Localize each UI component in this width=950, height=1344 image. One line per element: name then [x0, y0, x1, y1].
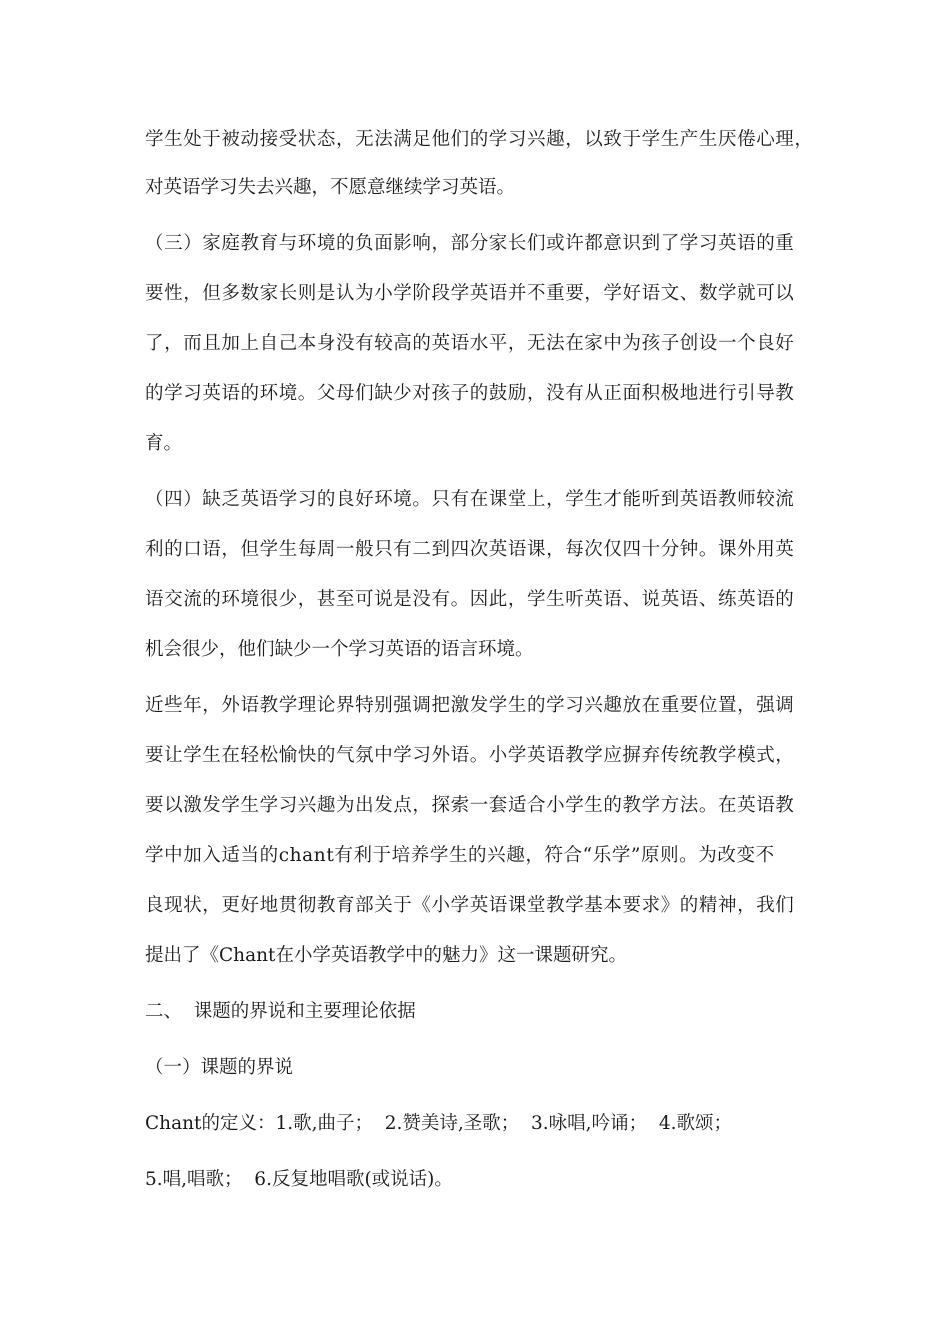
text-line: 学中加入适当的chant有利于培养学生的兴趣，符合“乐学”原则。为改变不 — [145, 845, 775, 866]
text-line: 5.唱,唱歌； 6.反复地唱歌(或说话)。 — [145, 1169, 453, 1190]
text-line: 要让学生在轻松愉快的气氛中学习外语。小学英语教学应摒弃传统教学模式， — [145, 745, 795, 766]
text-line: 语交流的环境很少，甚至可说是没有。因此，学生听英语、说英语、练英语的 — [145, 589, 795, 610]
text-line: 近些年，外语教学理论界特别强调把激发学生的学习兴趣放在重要位置，强调 — [145, 695, 795, 716]
text-line: 要性，但多数家长则是认为小学阶段学英语并不重要，学好语文、数学就可以 — [145, 283, 795, 304]
text-line: （三）家庭教育与环境的负面影响，部分家长们或许都意识到了学习英语的重 — [145, 233, 795, 254]
text-line: 提出了《Chant在小学英语教学中的魅力》这一课题研究。 — [145, 945, 627, 966]
subsection-heading: （一）课题的界说 — [145, 1057, 294, 1078]
section-heading: 二、 课题的界说和主要理论依据 — [145, 1001, 416, 1022]
text-line: 了，而且加上自己本身没有较高的英语水平，无法在家中为孩子创设一个良好 — [145, 333, 795, 354]
text-line: 育。 — [145, 433, 183, 454]
text-line: （四）缺乏英语学习的良好环境。只有在课堂上，学生才能听到英语教师较流 — [145, 489, 795, 510]
text-line: 利的口语，但学生每周一般只有二到四次英语课，每次仅四十分钟。课外用英 — [145, 539, 795, 560]
text-line: 机会很少，他们缺少一个学习英语的语言环境。 — [145, 639, 534, 660]
text-line: Chant的定义：1.歌,曲子； 2.赞美诗,圣歌； 3.咏唱,吟诵； 4.歌颂； — [145, 1113, 732, 1134]
text-line: 对英语学习失去兴趣，不愿意继续学习英语。 — [145, 177, 516, 198]
text-line: 要以激发学生学习兴趣为出发点，探索一套适合小学生的教学方法。在英语教 — [145, 795, 795, 816]
text-line: 学生处于被动接受状态，无法满足他们的学习兴趣，以致于学生产生厌倦心理， — [145, 129, 814, 150]
text-line: 的学习英语的环境。父母们缺少对孩子的鼓励，没有从正面积极地进行引导教 — [145, 383, 795, 404]
text-line: 良现状，更好地贯彻教育部关于《小学英语课堂教学基本要求》的精神，我们 — [145, 895, 795, 916]
